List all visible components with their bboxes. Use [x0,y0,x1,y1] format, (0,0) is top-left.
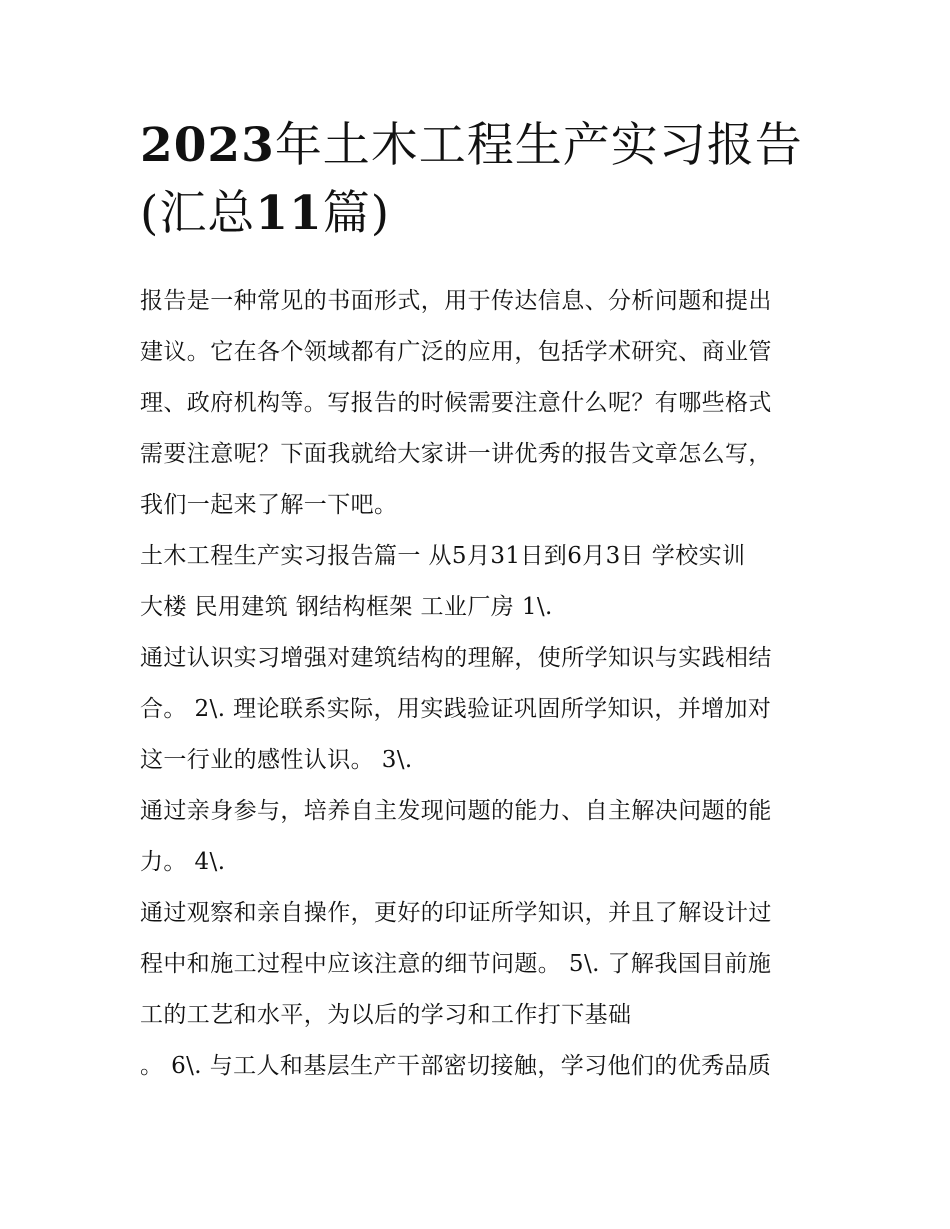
body-line: 通过亲身参与，培养自主发现问题的能力、自主解决问题的能 [140,798,772,824]
body-line: 土木工程生产实习报告篇一 从5月31日到6月3日 学校实训 [140,543,746,569]
title-number: 11 [255,186,323,241]
body-line: 合。 2\. 理论联系实际，用实践验证巩固所学知识，并增加对 [140,696,772,722]
body-line: 报告是一种常见的书面形式，用于传达信息、分析问题和提出 [140,288,772,314]
document-body [140,276,820,1092]
body-line: 。 6\. 与工人和基层生产干部密切接触，学习他们的优秀品质 [140,1053,772,1079]
body-line: 通过观察和亲自操作，更好的印证所学知识，并且了解设计过 [140,900,772,926]
title-line-2: (汇总11篇) [140,186,391,241]
body-line: 工的工艺和水平，为以后的学习和工作打下基础 [140,1002,632,1028]
body-line: 理、政府机构等。写报告的时候需要注意什么呢？有哪些格式 [140,390,772,416]
title-line-1: 2023年土木工程生产实习报告 [140,118,803,173]
body-line: 通过认识实习增强对建筑结构的理解，使所学知识与实践相结 [140,645,772,671]
document-title [140,112,820,248]
body-line: 我们一起来了解一下吧。 [140,492,398,518]
body-line: 大楼 民用建筑 钢结构框架 工业厂房 1\. [140,594,553,620]
body-line: 力。 4\. [140,849,226,875]
body-line: 需要注意呢？下面我就给大家讲一讲优秀的报告文章怎么写， [140,441,772,467]
body-line: 这一行业的感性认识。 3\. [140,747,413,773]
title-number: 2023 [140,118,275,173]
body-line: 建议。它在各个领域都有广泛的应用，包括学术研究、商业管 [140,339,772,365]
body-line: 程中和施工过程中应该注意的细节问题。 5\. 了解我国目前施 [140,951,772,977]
